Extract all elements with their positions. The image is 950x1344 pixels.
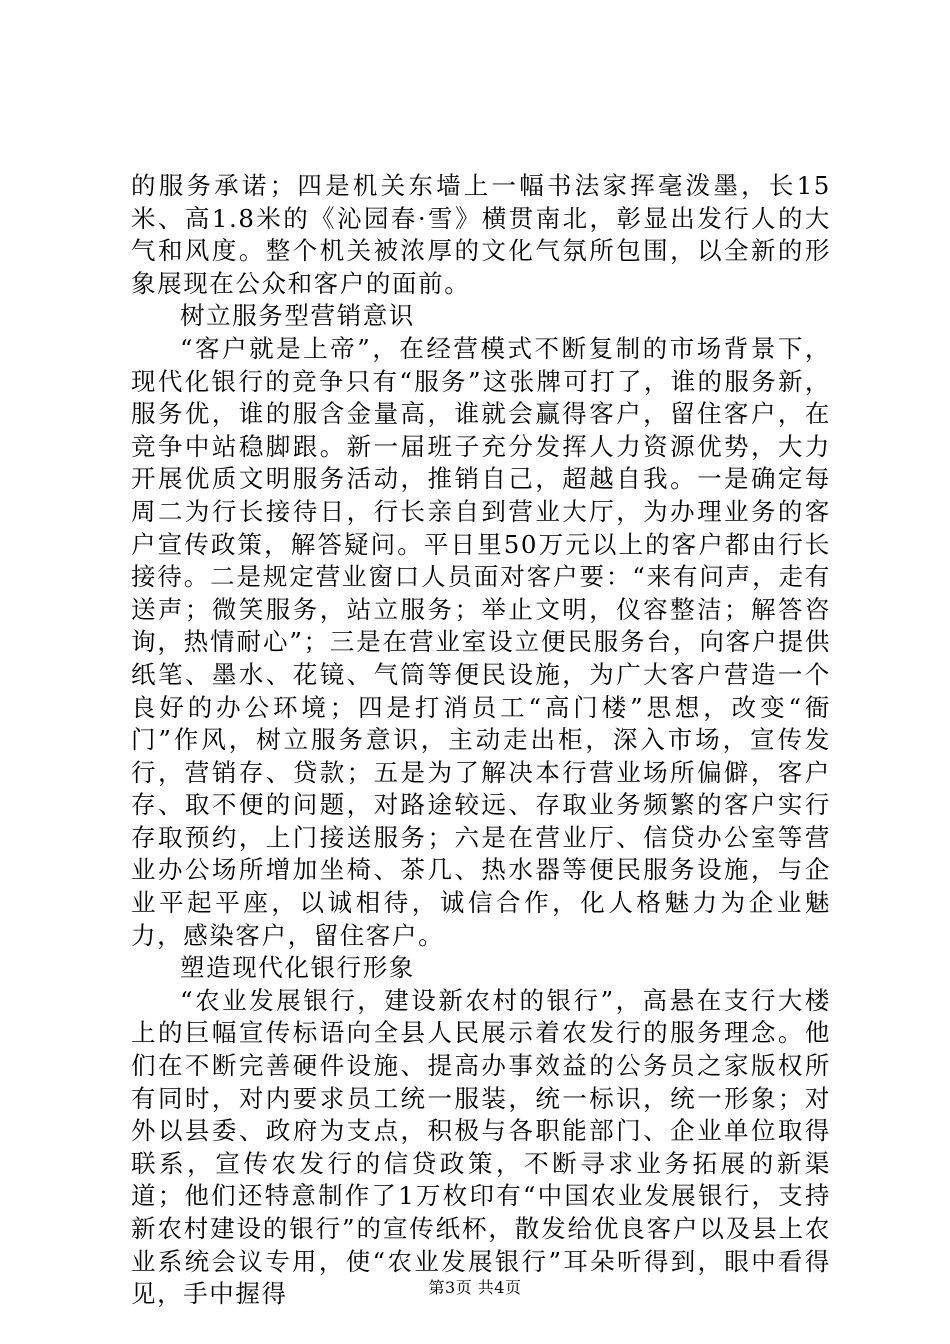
paragraph-continuation: 的服务承诺；四是机关东墙上一幅书法家挥毫泼墨，长15米、高1.8米的《沁园春·雪》横贯南北，彰显出发行人的大气和风度。整个机关被浓厚的文化气氛所包围，以全新的形象展现在公众和客户的面前。 [131,171,831,298]
section-heading-service-marketing: 树立服务型营销意识 [180,301,415,331]
section-heading-bank-image: 塑造现代化银行形象 [180,953,415,983]
paragraph-bank-image: “农业发展银行，建设新农村的银行”，高悬在支行大楼上的巨幅宣传标语向全县人民展示着农发行的服务理念。他们在不断完善硬件设施、提高办事效益的公务员之家版权所有同时，对内要求员工统一服装，统一标识，统一形象；对外以县委、政府为支点，积极与各职能部门、企业单位取得联系，宣传农发行的信贷政策，不断寻求业务拓展的新渠道；他们还特意制作了1万枚印有“中国农业发展银行，支持新农村建设的银行”的宣传纸杯，散发给优良客户以及县上农业系统会议专用，使“农业发展银行”耳朵听得到，眼中看得见，手中握得 [131,985,831,1309]
document-body [131,170,831,1311]
paragraph-service-marketing: “客户就是上帝”，在经营模式不断复制的市场背景下，现代化银行的竞争只有“服务”这张牌可打了，谁的服务新，服务优，谁的服含金量高，谁就会赢得客户，留住客户，在竞争中站稳脚跟。新一届班子充分发挥人力资源优势，大力开展优质文明服务活动，推销自己，超越自我。一是确定每周二为行长接待日，行长亲自到营业大厅，为办理业务的客户宣传政策，解答疑问。平日里50万元以上的客户都由行长接待。二是规定营业窗口人员面对客户要：“来有问声，走有送声；微笑服务，站立服务；举止文明，仪容整洁；解答咨询，热情耐心”；三是在营业室设立便民服务台，向客户提供纸笔、墨水、花镜、气筒等便民设施，为广大客户营造一个良好的办公环境；四是打消员工“高门楼”思想，改变“衙门”作风，树立服务意识，主动走出柜，深入市场，宣传发行，营销存、贷款；五是为了解决本行营业场所偏僻，客户存、取不便的问题，对路途较远、存取业务频繁的客户实行存取预约，上门接送服务；六是在营业厅、信贷办公室等营业办公场所增加坐椅、茶几、热水器等便民服务设施，与企业平起平座，以诚相待，诚信合作，化人格魅力为企业魅力，感染客户，留住客户。 [131,333,831,950]
page-footer: 第3页 共4页 [428,1278,522,1297]
